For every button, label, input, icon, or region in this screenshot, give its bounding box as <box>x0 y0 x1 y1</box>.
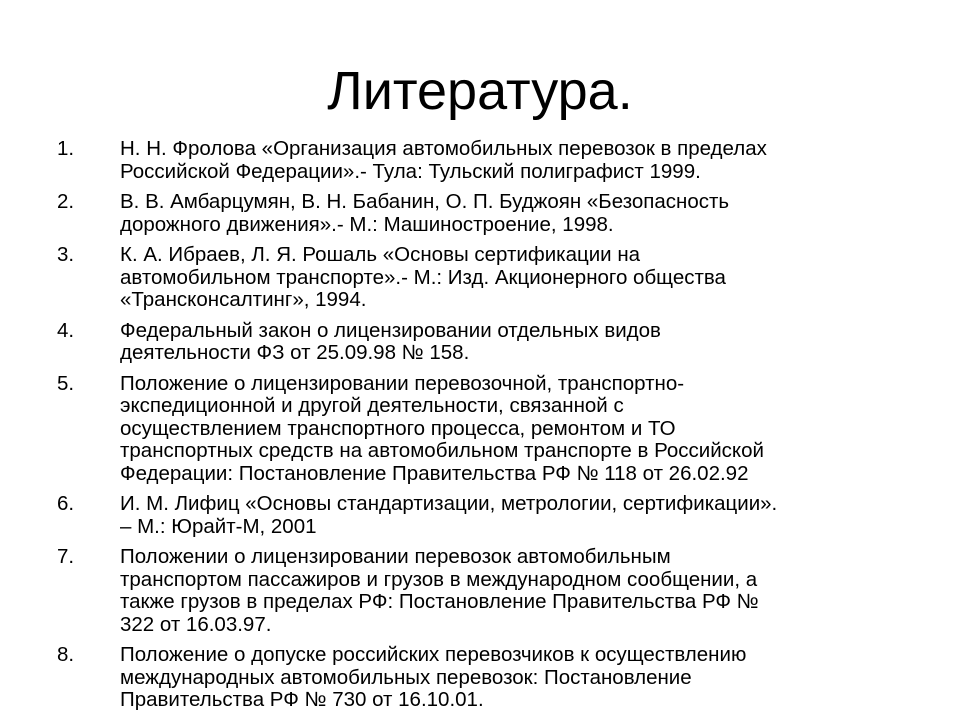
reference-text <box>120 138 900 183</box>
reference-line: «Трансконсалтинг», 1994. <box>120 288 367 311</box>
reference-item-1 <box>0 138 960 183</box>
reference-line: Российской Федерации».- Тула: Тульский полиграфист 1999. <box>120 159 701 183</box>
reference-line: Положение о лицензировании перевозочной, транспортно- <box>120 371 685 395</box>
reference-number: 7. <box>57 545 75 568</box>
reference-item-3 <box>0 244 960 312</box>
reference-line: деятельности ФЗ от 25.09.98 № 158. <box>120 341 470 364</box>
reference-line: Положении о лицензировании перевозок автомобильным <box>120 545 671 568</box>
reference-line: экспедиционной и другой деятельности, связанной с <box>120 394 624 417</box>
reference-number: 4. <box>57 318 75 342</box>
reference-line: 322 от 16.03.97. <box>120 612 272 636</box>
reference-line: К. А. Ибраев, Л. Я. Рошаль «Основы сертификации на <box>120 243 641 266</box>
reference-item-2 <box>0 191 960 236</box>
reference-item-4 <box>0 320 960 365</box>
reference-line: транспортом пассажиров и грузов в международном сообщении, а <box>120 567 758 591</box>
reference-text <box>120 191 900 236</box>
reference-item-5 <box>0 373 960 486</box>
reference-number: 6. <box>57 492 75 515</box>
reference-line: И. М. Лифиц «Основы стандартизации, метрологии, сертификации». <box>120 492 778 515</box>
reference-line: транспортных средств на автомобильном транспорте в Российской <box>120 439 764 462</box>
reference-number: 2. <box>57 190 75 213</box>
slide-title: Литература. <box>327 61 633 121</box>
reference-line: Н. Н. Фролова «Организация автомобильных перевозок в пределах <box>120 137 767 160</box>
reference-line: – М.: Юрайт-М, 2001 <box>120 514 317 538</box>
reference-text <box>120 546 900 636</box>
reference-text <box>120 493 900 538</box>
reference-item-6 <box>0 493 960 538</box>
reference-line: Федерации: Постановление Правительства РФ № 118 от 26.02.92 <box>120 461 749 485</box>
reference-text <box>120 320 900 365</box>
reference-line: международных автомобильных перевозок: Постановление <box>120 665 692 689</box>
reference-text <box>120 244 900 312</box>
reference-line: осуществлением транспортного процесса, ремонтом и ТО <box>120 416 676 440</box>
reference-list <box>0 138 960 720</box>
reference-line: Правительства РФ № 730 от 16.10.01. <box>120 688 484 711</box>
reference-text <box>120 373 900 486</box>
reference-text <box>120 644 900 712</box>
reference-number: 8. <box>57 643 75 666</box>
reference-number: 1. <box>57 137 75 160</box>
reference-line: автомобильном транспорте».- М.: Изд. Акционерного общества <box>120 265 726 289</box>
reference-number: 5. <box>57 371 75 395</box>
reference-line: также грузов в пределах РФ: Постановление Правительства РФ № <box>120 590 759 613</box>
reference-item-8 <box>0 644 960 712</box>
reference-item-7 <box>0 546 960 636</box>
reference-line: Федеральный закон о лицензировании отдельных видов <box>120 318 661 342</box>
reference-line: дорожного движения».- М.: Машиностроение, 1998. <box>120 212 614 236</box>
reference-number: 3. <box>57 243 75 266</box>
reference-line: В. В. Амбарцумян, В. Н. Бабанин, О. П. Буджоян «Безопасность <box>120 190 730 213</box>
reference-line: Положение о допуске российских перевозчиков к осуществлению <box>120 643 747 666</box>
